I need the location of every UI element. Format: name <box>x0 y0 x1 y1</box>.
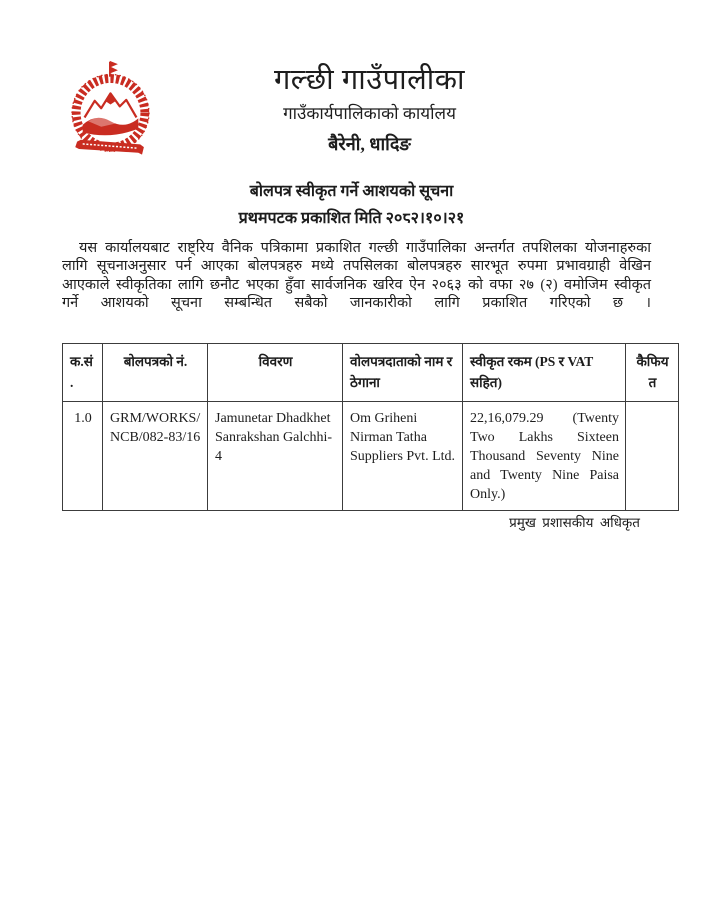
cell-remarks <box>626 402 679 511</box>
letterhead <box>156 60 583 156</box>
header-description: विवरण <box>208 344 343 402</box>
office-name: गाउँकार्यपालिकाको कार्यालय <box>283 104 456 123</box>
municipality-emblem-logo <box>64 60 157 162</box>
notice-published-date: प्रथमपटक प्रकाशित मिति २०८२।१०।२१ <box>238 210 465 227</box>
notice-title: बोलपत्र स्वीकृत गर्ने आशयको सूचना <box>249 183 454 200</box>
tender-table <box>62 343 679 511</box>
notice-heading <box>0 181 703 230</box>
cell-bidder-name: Om Griheni Nirman Tatha Suppliers Pvt. Ltd. <box>343 402 463 511</box>
municipality-address: बैरेनी, धादिङ <box>328 134 411 154</box>
table-row <box>63 402 679 511</box>
nepal-emblem-icon <box>64 60 157 162</box>
header-bidder-name-address: वोलपत्रदाताको नाम र ठेगाना <box>343 344 463 402</box>
municipality-name: गल्छी गाउँपालीका <box>273 64 466 96</box>
header-remarks: कैफियत <box>626 344 679 402</box>
notice-body-paragraph: यस कार्यालयबाट राष्ट्रिय वैनिक पत्रिकामा प्रकाशित गल्छी गाउँपालिका अन्तर्गत तपशिलका योजनाहरुका लागि सूचनाअनुसार पर्न आएका बोलपत्रहरु मध्ये तपसिलका बोलपत्रहरु सारभूत रुपमा प्रभावग्राही वेखिन आएकाले स्वीकृतिका लागि छनौट भएका हुँवा सार्वजनिक खरिव ऐन २०६३ को वफा २७ (२) वमोजिम स्वीकृत गर्ने आशयको सूचना सम्बन्धित सबैको जानकारीको लागि प्रकाशित गरिएको छ । <box>62 240 651 312</box>
signature-title: प्रमुख प्रशासकीय अधिकृत <box>509 515 640 530</box>
cell-serial-no: 1.0 <box>63 402 103 511</box>
header-serial-no: क.सं . <box>63 344 103 402</box>
header-approved-amount: स्वीकृत रकम (PS र VAT सहित) <box>463 344 626 402</box>
cell-approved-amount: 22,16,079.29 (Twenty Two Lakhs Sixteen Thousand Seventy Nine and Twenty Nine Paisa Only.) <box>463 402 626 511</box>
cell-tender-no: GRM/WORKS/NCB/082-83/16 <box>103 402 208 511</box>
cell-description: Jamunetar Dhadkhet Sanrakshan Galchhi-4 <box>208 402 343 511</box>
table-header-row <box>63 344 679 402</box>
header-tender-no: बोलपत्रको नं. <box>103 344 208 402</box>
